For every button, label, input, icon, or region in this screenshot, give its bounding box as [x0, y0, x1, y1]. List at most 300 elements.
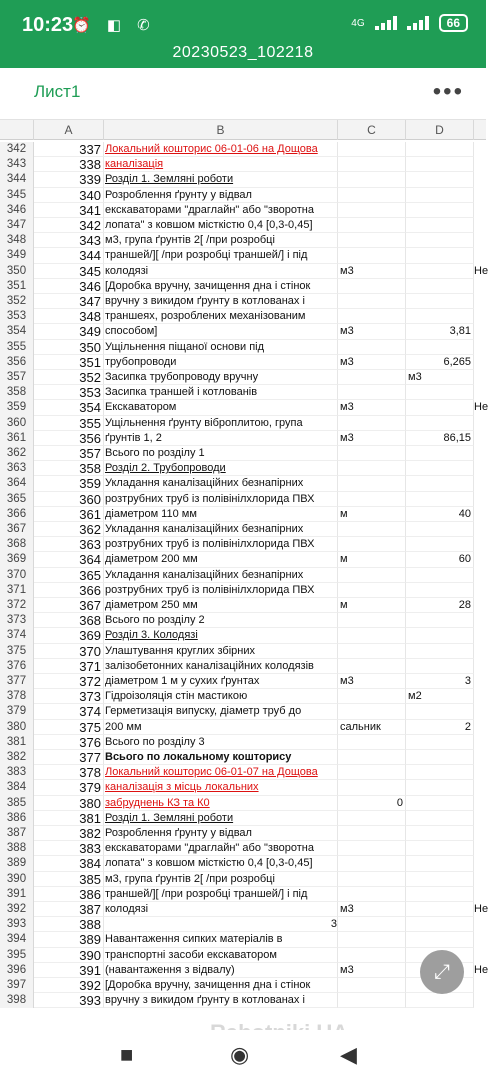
cell-b[interactable]: Всього по розділу 2 — [104, 613, 338, 628]
cell-e[interactable]: Не — [474, 401, 489, 414]
cell-a[interactable]: 364 — [34, 552, 104, 567]
cell-c[interactable] — [338, 309, 406, 324]
cell-d[interactable]: м3 — [406, 370, 474, 385]
cell-e[interactable] — [474, 416, 494, 431]
cell-a[interactable]: 350 — [34, 340, 104, 355]
cell-c[interactable] — [338, 735, 406, 750]
row-number: 378 — [0, 689, 34, 704]
cell-c[interactable] — [338, 932, 406, 947]
cell-e[interactable] — [474, 188, 494, 203]
cell-e[interactable] — [474, 537, 494, 552]
cell-b[interactable]: розтрубних труб із полівінілхлорида ПВХ — [104, 537, 338, 552]
cell-a[interactable]: 385 — [34, 872, 104, 887]
cell-b[interactable]: каналізація — [104, 157, 338, 172]
cell-d[interactable] — [406, 446, 474, 461]
cell-a[interactable]: 344 — [34, 248, 104, 263]
cell-c[interactable] — [338, 750, 406, 765]
cell-c[interactable] — [338, 765, 406, 780]
cell-c[interactable] — [338, 780, 406, 795]
cell-a[interactable]: 345 — [34, 264, 104, 279]
cell-d[interactable] — [406, 613, 474, 628]
cell-b[interactable]: забруднень КЗ та К0 — [104, 796, 338, 811]
cell-c[interactable] — [338, 522, 406, 537]
cell-c[interactable] — [338, 537, 406, 552]
cell-a[interactable]: 388 — [34, 917, 104, 932]
table-row — [0, 552, 486, 567]
cell-c[interactable] — [338, 279, 406, 294]
cell-e[interactable] — [474, 765, 494, 780]
cell-c[interactable]: м3 — [338, 902, 406, 917]
cell-c[interactable]: м3 — [338, 324, 406, 339]
cell-d[interactable]: 28 — [406, 598, 474, 613]
cell-d[interactable] — [406, 856, 474, 871]
cell-d[interactable] — [406, 780, 474, 795]
cell-a[interactable]: 387 — [34, 902, 104, 917]
cell-e[interactable] — [474, 628, 494, 643]
cell-a[interactable]: 355 — [34, 416, 104, 431]
cell-d[interactable] — [406, 309, 474, 324]
cell-b[interactable]: Локальний кошторис 06-01-07 на Дощова — [104, 765, 338, 780]
cell-e[interactable] — [474, 887, 494, 902]
cell-c[interactable]: м3 — [338, 355, 406, 370]
cell-c[interactable] — [338, 856, 406, 871]
cell-c[interactable] — [338, 461, 406, 476]
cell-c[interactable] — [338, 294, 406, 309]
cell-a[interactable]: 341 — [34, 203, 104, 218]
cell-a[interactable]: 358 — [34, 461, 104, 476]
cell-b[interactable]: Розділ 3. Колодязі — [104, 628, 338, 643]
cell-a[interactable]: 372 — [34, 674, 104, 689]
cell-e[interactable] — [474, 856, 494, 871]
cell-a[interactable]: 357 — [34, 446, 104, 461]
cell-e[interactable] — [474, 917, 494, 932]
cell-b[interactable]: Навантаження сипких матеріалів в — [104, 932, 338, 947]
column-header-d[interactable]: D — [406, 120, 474, 140]
cell-c[interactable] — [338, 157, 406, 172]
cell-c[interactable] — [338, 340, 406, 355]
cell-e[interactable] — [474, 203, 494, 218]
cell-d[interactable] — [406, 461, 474, 476]
cell-b[interactable]: лопата" з ковшом місткістю 0,4 [0,3-0,45] — [104, 856, 338, 871]
cell-d[interactable] — [406, 400, 474, 415]
cell-d[interactable] — [406, 644, 474, 659]
cell-c[interactable] — [338, 568, 406, 583]
cell-a[interactable]: 362 — [34, 522, 104, 537]
cell-a[interactable]: 390 — [34, 948, 104, 963]
cell-a[interactable]: 383 — [34, 841, 104, 856]
recent-apps-icon[interactable]: ■ — [120, 1042, 134, 1067]
cell-b[interactable]: Улаштування круглих збірних — [104, 644, 338, 659]
cell-c[interactable] — [338, 203, 406, 218]
cell-e[interactable] — [474, 476, 494, 491]
cell-a[interactable]: 367 — [34, 598, 104, 613]
cell-e[interactable] — [474, 218, 494, 233]
cell-d[interactable] — [406, 172, 474, 187]
cell-a[interactable]: 346 — [34, 279, 104, 294]
cell-a[interactable]: 369 — [34, 628, 104, 643]
cell-d[interactable] — [406, 796, 474, 811]
cell-b[interactable]: Ущільнення ґрунту віброплитою, група — [104, 416, 338, 431]
cell-c[interactable] — [338, 841, 406, 856]
cell-e[interactable] — [474, 294, 494, 309]
cell-b[interactable]: ґрунтів 1, 2 — [104, 431, 338, 446]
cell-a[interactable]: 349 — [34, 324, 104, 339]
cell-c[interactable]: 0 — [338, 796, 406, 811]
cell-b[interactable]: м3, група ґрунтів 2[ /при розробці — [104, 233, 338, 248]
cell-b[interactable]: вручну з викидом ґрунту в котлованах і — [104, 993, 338, 1008]
cell-a[interactable]: 352 — [34, 370, 104, 385]
cell-c[interactable] — [338, 613, 406, 628]
cell-b[interactable]: екскаваторами "драглайн" або "зворотна — [104, 203, 338, 218]
cell-a[interactable]: 378 — [34, 765, 104, 780]
cell-a[interactable]: 375 — [34, 720, 104, 735]
cell-b[interactable]: траншеях, розроблених механізованим — [104, 309, 338, 324]
cell-d[interactable] — [406, 537, 474, 552]
cell-d[interactable]: 40 — [406, 507, 474, 522]
cell-b[interactable]: колодязі — [104, 264, 338, 279]
cell-a[interactable]: 340 — [34, 188, 104, 203]
cell-a[interactable]: 374 — [34, 704, 104, 719]
cell-b[interactable]: екскаваторами "драглайн" або "зворотна — [104, 841, 338, 856]
cell-e[interactable] — [474, 370, 494, 385]
cell-d[interactable] — [406, 218, 474, 233]
cell-b[interactable]: Укладання каналізаційних безнапірних — [104, 568, 338, 583]
cell-c[interactable] — [338, 233, 406, 248]
cell-c[interactable] — [338, 811, 406, 826]
cell-d[interactable]: 3 — [406, 674, 474, 689]
cell-a[interactable]: 389 — [34, 932, 104, 947]
cell-e[interactable]: Не — [474, 903, 489, 915]
cell-d[interactable] — [406, 248, 474, 263]
cell-e[interactable] — [474, 324, 494, 339]
cell-c[interactable] — [338, 704, 406, 719]
cell-c[interactable] — [338, 887, 406, 902]
cell-e[interactable] — [474, 644, 494, 659]
cell-d[interactable] — [406, 932, 474, 947]
cell-e[interactable] — [474, 796, 494, 811]
cell-e[interactable] — [474, 552, 494, 567]
cell-a[interactable]: 353 — [34, 385, 104, 400]
cell-d[interactable] — [406, 917, 474, 932]
cell-d[interactable] — [406, 340, 474, 355]
cell-b[interactable]: трубопроводи — [104, 355, 338, 370]
cell-e[interactable]: Не — [474, 264, 489, 277]
cell-e[interactable] — [474, 872, 494, 887]
cell-c[interactable] — [338, 826, 406, 841]
cell-b[interactable]: діаметром 250 мм — [104, 598, 338, 613]
cell-d[interactable] — [406, 841, 474, 856]
cell-a[interactable]: 377 — [34, 750, 104, 765]
cell-d[interactable]: 6,265 — [406, 355, 474, 370]
cell-a[interactable]: 368 — [34, 613, 104, 628]
cell-a[interactable]: 337 — [34, 142, 104, 157]
cell-b[interactable]: 200 мм — [104, 720, 338, 735]
cell-a[interactable]: 371 — [34, 659, 104, 674]
cell-e[interactable] — [474, 841, 494, 856]
cell-b[interactable]: Розділ 2. Трубопроводи — [104, 461, 338, 476]
cell-e[interactable] — [474, 993, 494, 1008]
cell-a[interactable]: 386 — [34, 887, 104, 902]
cell-b[interactable]: залізобетонних каналізаційних колодязів — [104, 659, 338, 674]
cell-e[interactable] — [474, 522, 494, 537]
cell-b[interactable]: Розділ 1. Земляні роботи — [104, 172, 338, 187]
cell-d[interactable] — [406, 811, 474, 826]
cell-d[interactable] — [406, 765, 474, 780]
home-icon[interactable]: ◉ — [230, 1042, 250, 1067]
cell-a[interactable]: 351 — [34, 355, 104, 370]
cell-a[interactable]: 365 — [34, 568, 104, 583]
cell-a[interactable]: 360 — [34, 492, 104, 507]
cell-e[interactable] — [474, 279, 494, 294]
spreadsheet-grid[interactable] — [0, 120, 489, 1020]
cell-e[interactable] — [474, 431, 494, 446]
cell-b[interactable]: лопата" з ковшом місткістю 0,4 [0,3-0,45] — [104, 218, 338, 233]
cell-c[interactable] — [338, 416, 406, 431]
cell-a[interactable]: 343 — [34, 233, 104, 248]
cell-e[interactable] — [474, 720, 494, 735]
cell-a[interactable]: 339 — [34, 172, 104, 187]
cell-d[interactable] — [406, 993, 474, 1008]
cell-e[interactable] — [474, 142, 494, 157]
cell-a[interactable]: 392 — [34, 978, 104, 993]
cell-d[interactable] — [406, 416, 474, 431]
cell-c[interactable]: м — [338, 507, 406, 522]
cell-d[interactable] — [406, 294, 474, 309]
cell-b[interactable]: колодязі — [104, 902, 338, 917]
cell-b[interactable]: 3 — [104, 917, 338, 932]
cell-b[interactable]: Локальний кошторис 06-01-06 на Дощова — [104, 142, 338, 157]
cell-b[interactable]: вручну з викидом ґрунту в котлованах і — [104, 294, 338, 309]
cell-b[interactable]: діаметром 1 м у сухих ґрунтах — [104, 674, 338, 689]
cell-e[interactable] — [474, 750, 494, 765]
more-options-icon[interactable]: ••• — [432, 78, 464, 105]
cell-a[interactable]: 342 — [34, 218, 104, 233]
cell-e[interactable]: Не — [474, 963, 489, 976]
cell-b[interactable]: Укладання каналізаційних безнапірних — [104, 522, 338, 537]
sheet-tab[interactable]: Лист1 — [34, 82, 81, 101]
cell-c[interactable] — [338, 993, 406, 1008]
cell-b[interactable]: траншей/][ /при розробці траншей/] і під — [104, 887, 338, 902]
cell-e[interactable] — [474, 811, 494, 826]
corner-cell[interactable] — [0, 120, 34, 140]
cell-d[interactable] — [406, 568, 474, 583]
cell-a[interactable]: 380 — [34, 796, 104, 811]
cell-e[interactable] — [474, 461, 494, 476]
cell-a[interactable]: 370 — [34, 644, 104, 659]
cell-c[interactable] — [338, 628, 406, 643]
cell-b[interactable]: Розділ 1. Земляні роботи — [104, 811, 338, 826]
cell-c[interactable]: сальник — [338, 720, 406, 735]
cell-d[interactable] — [406, 583, 474, 598]
cell-d[interactable] — [406, 279, 474, 294]
cell-a[interactable]: 354 — [34, 400, 104, 415]
cell-d[interactable] — [406, 142, 474, 157]
cell-d[interactable]: 86,15 — [406, 431, 474, 446]
cell-b[interactable]: Гідроізоляція стін мастикою — [104, 689, 338, 704]
cell-c[interactable]: м3 — [338, 674, 406, 689]
cell-b[interactable]: каналізація з місць локальних — [104, 780, 338, 795]
cell-d[interactable] — [406, 902, 474, 917]
cell-d[interactable] — [406, 704, 474, 719]
cell-e[interactable] — [474, 568, 494, 583]
cell-c[interactable] — [338, 492, 406, 507]
cell-a[interactable]: 348 — [34, 309, 104, 324]
cell-c[interactable]: м — [338, 598, 406, 613]
cell-e[interactable] — [474, 826, 494, 841]
cell-a[interactable]: 347 — [34, 294, 104, 309]
cell-e[interactable] — [474, 613, 494, 628]
cell-c[interactable] — [338, 142, 406, 157]
cell-e[interactable] — [474, 157, 494, 172]
cell-e[interactable] — [474, 492, 494, 507]
cell-c[interactable] — [338, 218, 406, 233]
cell-e[interactable] — [474, 340, 494, 355]
cell-a[interactable]: 393 — [34, 993, 104, 1008]
cell-b[interactable]: траншей/][ /при розробці траншей/] і під — [104, 248, 338, 263]
cell-b[interactable]: Екскаватором — [104, 400, 338, 415]
cell-e[interactable] — [474, 172, 494, 187]
cell-e[interactable] — [474, 309, 494, 324]
cell-d[interactable] — [406, 826, 474, 841]
cell-a[interactable]: 359 — [34, 476, 104, 491]
cell-c[interactable] — [338, 446, 406, 461]
cell-c[interactable] — [338, 248, 406, 263]
cell-c[interactable] — [338, 188, 406, 203]
cell-e[interactable] — [474, 507, 494, 522]
cell-e[interactable] — [474, 735, 494, 750]
cell-d[interactable] — [406, 188, 474, 203]
cell-b[interactable]: Всього по розділу 3 — [104, 735, 338, 750]
cell-c[interactable]: м — [338, 552, 406, 567]
cell-e[interactable] — [474, 948, 494, 963]
column-header-c[interactable]: C — [338, 120, 406, 140]
cell-d[interactable] — [406, 887, 474, 902]
cell-a[interactable]: 381 — [34, 811, 104, 826]
cell-d[interactable] — [406, 522, 474, 537]
table-row — [0, 507, 486, 522]
cell-b[interactable]: [Доробка вручну, зачищення дна і стінок — [104, 978, 338, 993]
cell-d[interactable] — [406, 233, 474, 248]
cell-b[interactable]: Ущільнення піщаної основи під — [104, 340, 338, 355]
cell-d[interactable] — [406, 659, 474, 674]
cell-c[interactable] — [338, 583, 406, 598]
cell-c[interactable] — [338, 476, 406, 491]
cell-c[interactable]: м3 — [338, 963, 406, 978]
column-header-a[interactable]: A — [34, 120, 104, 140]
cell-b[interactable]: Розроблення ґрунту у відвал — [104, 826, 338, 841]
cell-e[interactable] — [474, 659, 494, 674]
column-header-b[interactable]: B — [104, 120, 338, 140]
cell-e[interactable] — [474, 385, 494, 400]
cell-e[interactable] — [474, 583, 494, 598]
row-number: 342 — [0, 142, 34, 157]
cell-e[interactable] — [474, 674, 494, 689]
cell-b[interactable]: м3, група ґрунтів 2[ /при розробці — [104, 872, 338, 887]
cell-b[interactable]: Засипка трубопроводу вручну — [104, 370, 338, 385]
cell-b[interactable]: транспортні засоби екскаватором — [104, 948, 338, 963]
cell-d[interactable] — [406, 203, 474, 218]
cell-b[interactable]: діаметром 110 мм — [104, 507, 338, 522]
cell-b[interactable]: діаметром 200 мм — [104, 552, 338, 567]
cell-c[interactable] — [338, 385, 406, 400]
cell-d[interactable] — [406, 750, 474, 765]
cell-a[interactable]: 384 — [34, 856, 104, 871]
cell-a[interactable]: 379 — [34, 780, 104, 795]
cell-a[interactable]: 363 — [34, 537, 104, 552]
cell-c[interactable] — [338, 659, 406, 674]
back-icon[interactable]: ◀ — [340, 1042, 357, 1067]
cell-b[interactable]: розтрубних труб із полівінілхлорида ПВХ — [104, 492, 338, 507]
cell-d[interactable] — [406, 264, 474, 279]
cell-e[interactable] — [474, 355, 494, 370]
cell-d[interactable] — [406, 628, 474, 643]
cell-a[interactable]: 356 — [34, 431, 104, 446]
cell-c[interactable] — [338, 872, 406, 887]
cell-e[interactable] — [474, 978, 494, 993]
cell-b[interactable]: Засипка траншей і котлованів — [104, 385, 338, 400]
cell-d[interactable] — [406, 157, 474, 172]
cell-c[interactable]: м3 — [338, 400, 406, 415]
cell-a[interactable]: 338 — [34, 157, 104, 172]
cell-d[interactable] — [406, 735, 474, 750]
table-row — [0, 233, 486, 248]
cell-d[interactable]: 3,81 — [406, 324, 474, 339]
cell-e[interactable] — [474, 780, 494, 795]
cell-c[interactable] — [338, 689, 406, 704]
cell-c[interactable] — [338, 948, 406, 963]
cell-e[interactable] — [474, 248, 494, 263]
cell-b[interactable]: Укладання каналізаційних безнапірних — [104, 476, 338, 491]
cell-c[interactable]: м3 — [338, 431, 406, 446]
cell-a[interactable]: 373 — [34, 689, 104, 704]
cell-b[interactable]: [Доробка вручну, зачищення дна і стінок — [104, 279, 338, 294]
cell-d[interactable]: 60 — [406, 552, 474, 567]
cell-b[interactable]: способом] — [104, 324, 338, 339]
cell-a[interactable]: 361 — [34, 507, 104, 522]
cell-b[interactable]: Розроблення ґрунту у відвал — [104, 188, 338, 203]
expand-icon[interactable]: ⤢ — [420, 950, 464, 994]
cell-c[interactable] — [338, 370, 406, 385]
cell-c[interactable] — [338, 644, 406, 659]
cell-a[interactable]: 366 — [34, 583, 104, 598]
cell-d[interactable]: м2 — [406, 689, 474, 704]
cell-b[interactable]: Всього по локальному кошторису — [104, 750, 338, 765]
cell-a[interactable]: 391 — [34, 963, 104, 978]
cell-e[interactable] — [474, 598, 494, 613]
cell-e[interactable] — [474, 932, 494, 947]
cell-b[interactable]: (навантаження з відвалу) — [104, 963, 338, 978]
cell-e[interactable] — [474, 689, 494, 704]
cell-e[interactable] — [474, 446, 494, 461]
cell-c[interactable]: м3 — [338, 264, 406, 279]
cell-e[interactable] — [474, 704, 494, 719]
cell-c[interactable] — [338, 172, 406, 187]
cell-d[interactable]: 2 — [406, 720, 474, 735]
cell-a[interactable]: 376 — [34, 735, 104, 750]
cell-c[interactable] — [338, 917, 406, 932]
cell-c[interactable] — [338, 978, 406, 993]
cell-d[interactable] — [406, 492, 474, 507]
cell-a[interactable]: 382 — [34, 826, 104, 841]
cell-b[interactable]: розтрубних труб із полівінілхлорида ПВХ — [104, 583, 338, 598]
cell-d[interactable] — [406, 385, 474, 400]
cell-b[interactable]: Всього по розділу 1 — [104, 446, 338, 461]
cell-d[interactable] — [406, 476, 474, 491]
table-row — [0, 644, 486, 659]
cell-d[interactable] — [406, 872, 474, 887]
cell-b[interactable]: Герметизація випуску, діаметр труб до — [104, 704, 338, 719]
cell-e[interactable] — [474, 233, 494, 248]
